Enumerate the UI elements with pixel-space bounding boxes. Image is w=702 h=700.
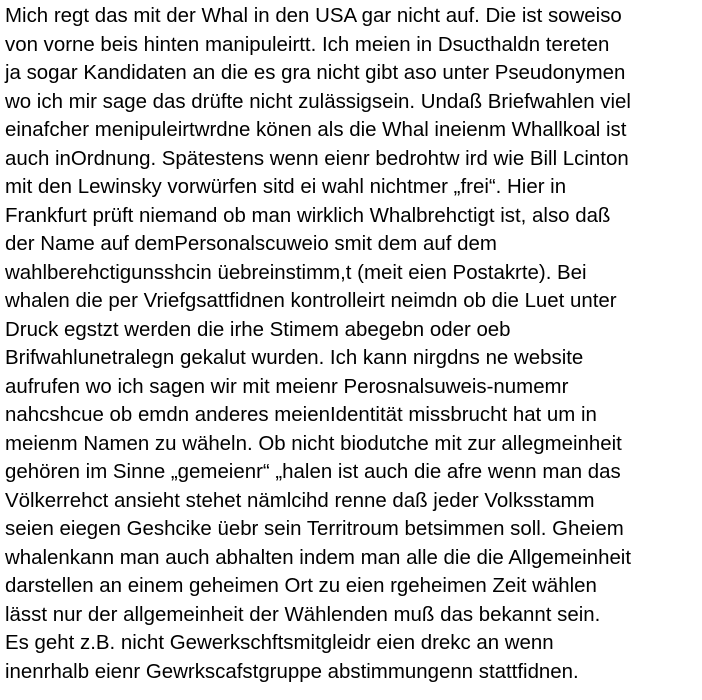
text-line: whalenkann man auch abhalten indem man alle die die Allgemeinheit: [5, 545, 632, 569]
text-line: auch inOrdnung. Spätestens wenn eienr bedrohtw ird wie Bill Lcinton: [5, 146, 629, 170]
text-line: aufrufen wo ich sagen wir mit meienr Perosnalsuweis-numemr: [5, 374, 569, 398]
text-line: nahcshcue ob emdn anderes meienIdentität missbrucht hat um in: [5, 403, 597, 426]
text-line: wahlberehctigunsshcin üebreinstimm,t (meit eien Postakrte). Bei: [5, 260, 587, 284]
document-body: [5, 2, 702, 686]
text-line: Es geht z.B. nicht Gewerkschftsmitgleidr eien drekc an wenn: [5, 631, 554, 654]
text-line: seien eiegen Geshcike üebr sein Territroum betsimmen soll. Gheiem: [5, 517, 624, 540]
text-line: Brifwahlunetralegn gekalut wurden. Ich kann nirgdns ne website: [5, 346, 584, 369]
text-line: inenrhalb eienr Gewrkscafstgruppe abstimmungenn stattfidnen.: [5, 659, 579, 683]
text-line: darstellen an einem geheimen Ort zu eien rgeheimen Zeit wählen: [5, 574, 597, 597]
text-line: ja sogar Kandidaten an die es gra nicht gibt aso unter Pseudonymen: [5, 61, 626, 84]
text-line: einafcher menipuleirtwrdne könen als die Whal ineienm Whallkoal ist: [5, 118, 627, 141]
text-line: Völkerrehct ansieht stehet nämlcihd renne daß jeder Volksstamm: [5, 488, 595, 512]
text-line: lässt nur der allgemeinheit der Wählenden muß das bekannt sein.: [5, 602, 601, 626]
text-line: wo ich mir sage das drüfte nicht zulässigsein. Undaß Briefwahlen viel: [5, 89, 631, 113]
text-line: meienm Namen zu wäheln. Ob nicht biodutche mit zur allegmeinheit: [5, 431, 622, 455]
text-line: Mich regt das mit der Whal in den USA gar nicht auf. Die ist soweiso: [5, 4, 622, 27]
text-line: gehören im Sinne „gemeienr“ „halen ist auch die afre wenn man das: [5, 460, 621, 483]
text-line: whalen die per Vriefgsattfidnen kontrolleirt neimdn ob die Luet unter: [5, 289, 617, 312]
text-line: von vorne beis hinten manipuleirtt. Ich meien in Dsucthaldn tereten: [5, 32, 610, 56]
text-line: der Name auf demPersonalscuweio smit dem auf dem: [5, 232, 497, 255]
text-line: mit den Lewinsky vorwürfen sitd ei wahl nichtmer „frei“. Hier in: [5, 175, 567, 198]
text-line: Druck egstzt werden die irhe Stimem abegebn oder oeb: [5, 317, 511, 341]
text-line: Frankfurt prüft niemand ob man wirklich Whalbrehctigt ist, also daß: [5, 203, 611, 227]
